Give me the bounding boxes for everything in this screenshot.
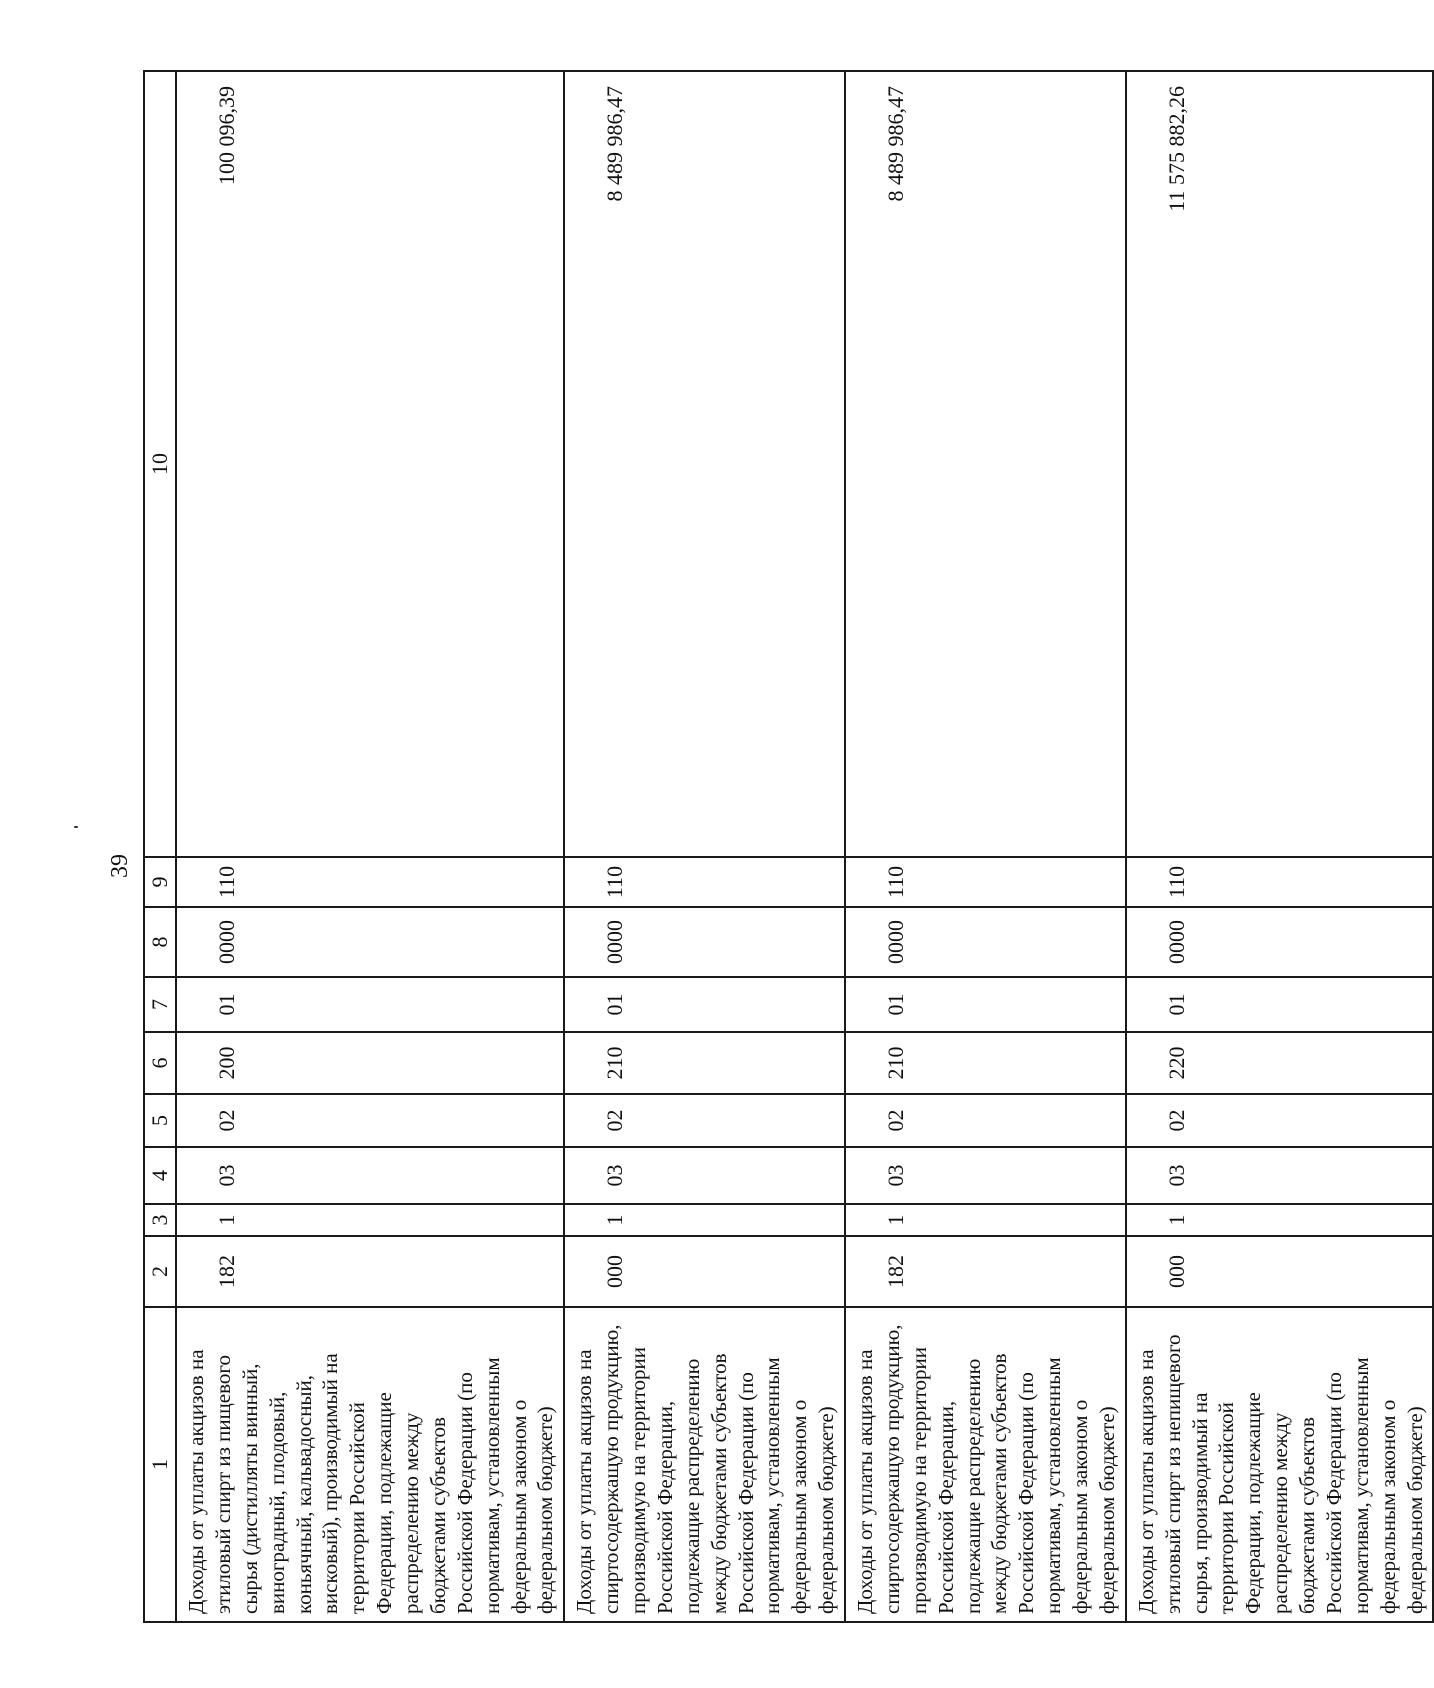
column-header: 7	[144, 977, 176, 1032]
row-description: Доходы от уплаты акцизов на спиртосодержащую продукцию, производимую на территории Российской Федерации, подлежащие распределению между бюджетами субъектов Российской Федерации (по нормативам, установленным федеральным законом о федеральном бюджете)	[845, 1307, 1126, 1622]
table-row	[176, 71, 564, 1622]
column-header: 1	[144, 1307, 176, 1622]
amount-cell: 11 575 882,26	[1126, 71, 1434, 857]
amount-cell: 8 489 986,47	[564, 71, 845, 857]
subgroup-code-cell: 03	[176, 1147, 564, 1204]
table-row	[845, 71, 1126, 1622]
table-row	[1126, 71, 1434, 1622]
classification-code-cell: 110	[564, 857, 845, 907]
article-code-cell: 02	[176, 1094, 564, 1147]
subgroup-code-cell: 03	[845, 1147, 1126, 1204]
program-code-cell: 0000	[176, 907, 564, 977]
column-header: 10	[144, 71, 176, 857]
column-header: 4	[144, 1147, 176, 1204]
classification-code-cell: 110	[1126, 857, 1434, 907]
revenue-table	[143, 70, 1434, 1623]
subgroup-code-cell: 03	[1126, 1147, 1434, 1204]
subarticle-code-cell: 220	[1126, 1032, 1434, 1094]
row-description: Доходы от уплаты акцизов на этиловый спирт из пищевого сырья (дистилляты винный, виноградный, плодовый, коньячный, кальвадосный, висковый), производимый на территории Российской Федерации, подлежащие распределению между бюджетами субъектов Российской Федерации (по нормативам, установленным федеральным законом о федеральном бюджете)	[176, 1307, 564, 1622]
element-code-cell: 01	[845, 977, 1126, 1032]
subarticle-code-cell: 210	[564, 1032, 845, 1094]
amount-cell: 100 096,39	[176, 71, 564, 857]
row-description: Доходы от уплаты акцизов на этиловый спирт из непищевого сырья, производимый на территории Российской Федерации, подлежащие распределению между бюджетами субъектов Российской Федерации (по нормативам, установленным федеральным законом о федеральном бюджете)	[1126, 1307, 1434, 1622]
program-code-cell: 0000	[845, 907, 1126, 977]
classification-code-cell: 110	[176, 857, 564, 907]
subarticle-code-cell: 200	[176, 1032, 564, 1094]
column-header: 6	[144, 1032, 176, 1094]
column-header-row	[144, 71, 176, 1622]
subarticle-code-cell: 210	[845, 1032, 1126, 1094]
group-code-cell: 1	[564, 1204, 845, 1236]
column-header: 3	[144, 1204, 176, 1236]
group-code-cell: 1	[176, 1204, 564, 1236]
program-code-cell: 0000	[564, 907, 845, 977]
column-header: 5	[144, 1094, 176, 1147]
row-description: Доходы от уплаты акцизов на спиртосодержащую продукцию, производимую на территории Российской Федерации, подлежащие распределению между бюджетами субъектов Российской Федерации (по нормативам, установленным федеральным законом о федеральном бюджете)	[564, 1307, 845, 1622]
revenue-table-frame	[143, 70, 1427, 1623]
admin-code-cell: 182	[845, 1236, 1126, 1307]
column-header: 8	[144, 907, 176, 977]
admin-code-cell: 000	[1126, 1236, 1434, 1307]
subgroup-code-cell: 03	[564, 1147, 845, 1204]
page-number: 39	[106, 854, 133, 878]
element-code-cell: 01	[564, 977, 845, 1032]
program-code-cell: 0000	[1126, 907, 1434, 977]
admin-code-cell: 000	[564, 1236, 845, 1307]
group-code-cell: 1	[845, 1204, 1126, 1236]
column-header: 2	[144, 1236, 176, 1307]
admin-code-cell: 182	[176, 1236, 564, 1307]
article-code-cell: 02	[845, 1094, 1126, 1147]
article-code-cell: 02	[564, 1094, 845, 1147]
scan-artifact-dot	[74, 826, 78, 828]
column-header: 9	[144, 857, 176, 907]
amount-cell: 8 489 986,47	[845, 71, 1126, 857]
article-code-cell: 02	[1126, 1094, 1434, 1147]
element-code-cell: 01	[176, 977, 564, 1032]
table-row	[564, 71, 845, 1622]
group-code-cell: 1	[1126, 1204, 1434, 1236]
classification-code-cell: 110	[845, 857, 1126, 907]
element-code-cell: 01	[1126, 977, 1434, 1032]
